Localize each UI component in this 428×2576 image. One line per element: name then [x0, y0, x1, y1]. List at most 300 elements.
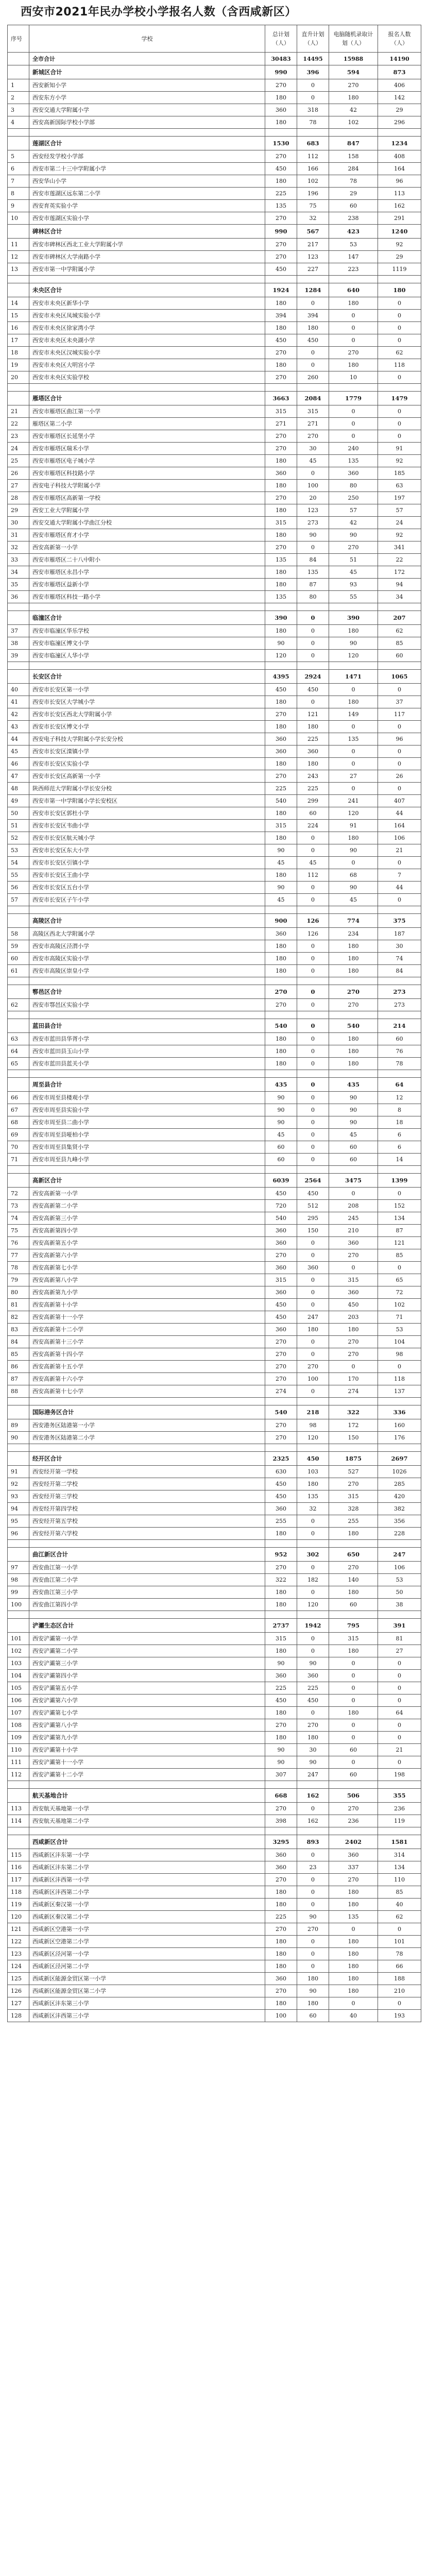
- cell-total-plan: 270: [265, 347, 297, 359]
- cell-lottery-plan: 322: [329, 1405, 378, 1419]
- cell-row-index: 42: [8, 708, 29, 721]
- cell-school-name: 西安高新第九小学: [29, 1286, 265, 1299]
- cell-school-name: 西安市长安区子午小学: [29, 894, 265, 906]
- cell-total-plan: [265, 1011, 297, 1019]
- cell-total-plan: 307: [265, 1769, 297, 1781]
- cell-school-name: [29, 906, 265, 914]
- cell-row-index: [8, 137, 29, 150]
- cell-total-plan: 180: [265, 1899, 297, 1911]
- cell-school-name: 西安市长安区郭杜小学: [29, 807, 265, 820]
- cell-row-index: 124: [8, 1960, 29, 1973]
- cell-row-index: 54: [8, 857, 29, 869]
- cell-row-index: 14: [8, 297, 29, 310]
- cell-row-index: 123: [8, 1948, 29, 1960]
- cell-row-index: [8, 129, 29, 137]
- cell-school-name: 西安市周至县九峰小学: [29, 1154, 265, 1166]
- cell-lottery-plan: 0: [329, 430, 378, 443]
- cell-applicants: 0: [378, 1694, 421, 1707]
- cell-applicants: 113: [378, 188, 421, 200]
- cell-row-index: 91: [8, 1466, 29, 1478]
- table-row: [8, 359, 421, 371]
- cell-row-index: 64: [8, 1045, 29, 1058]
- cell-lottery-plan: 270: [329, 999, 378, 1011]
- cell-applicants: 85: [378, 1886, 421, 1899]
- cell-school-name: 西咸新区秦汉第一小学: [29, 1899, 265, 1911]
- cell-total-plan: 90: [265, 1744, 297, 1756]
- cell-school-name: 西安曲江第二小学: [29, 1574, 265, 1586]
- cell-direct-plan: 14495: [297, 53, 329, 65]
- cell-direct-plan: 0: [297, 1045, 329, 1058]
- cell-direct-plan: 0: [297, 92, 329, 104]
- table-row: [8, 1719, 421, 1732]
- table-row: [8, 1936, 421, 1948]
- table-row: [8, 1756, 421, 1769]
- cell-applicants: 407: [378, 795, 421, 807]
- cell-row-index: 15: [8, 310, 29, 322]
- cell-lottery-plan: 0: [329, 745, 378, 758]
- cell-row-index: 3: [8, 104, 29, 116]
- cell-row-index: [8, 1789, 29, 1803]
- cell-school-name: 全市合计: [29, 53, 265, 65]
- cell-school-name: 西安高新第十二小学: [29, 1324, 265, 1336]
- table-row: [8, 820, 421, 832]
- cell-row-index: 39: [8, 650, 29, 662]
- cell-total-plan: 225: [265, 1682, 297, 1694]
- table-row: [8, 504, 421, 517]
- cell-direct-plan: 1284: [297, 283, 329, 297]
- cell-total-plan: 360: [265, 1237, 297, 1249]
- cell-applicants: 21: [378, 1744, 421, 1756]
- cell-applicants: [378, 977, 421, 985]
- cell-total-plan: 90: [265, 1657, 297, 1670]
- table-row: [8, 1058, 421, 1070]
- cell-applicants: 1240: [378, 225, 421, 239]
- table-row: [8, 1694, 421, 1707]
- cell-school-name: 曲江新区合计: [29, 1548, 265, 1562]
- cell-direct-plan: 60: [297, 807, 329, 820]
- table-row: [8, 1092, 421, 1104]
- cell-direct-plan: 273: [297, 517, 329, 529]
- cell-direct-plan: 270: [297, 430, 329, 443]
- table-row: [8, 480, 421, 492]
- cell-school-name: 西安市未央区大明宫小学: [29, 359, 265, 371]
- table-row: [8, 1104, 421, 1116]
- cell-lottery-plan: 337: [329, 1861, 378, 1874]
- cell-school-name: 未央区合计: [29, 283, 265, 297]
- district-total-row: [8, 1019, 421, 1033]
- cell-applicants: 62: [378, 625, 421, 637]
- cell-total-plan: 315: [265, 517, 297, 529]
- cell-school-name: 西安市碑林区西北工业大学附属小学: [29, 239, 265, 251]
- cell-row-index: 22: [8, 418, 29, 430]
- cell-applicants: 291: [378, 212, 421, 225]
- table-row: [8, 758, 421, 770]
- cell-lottery-plan: [329, 1611, 378, 1619]
- cell-row-index: 70: [8, 1141, 29, 1154]
- cell-applicants: 873: [378, 65, 421, 79]
- table-row: [8, 844, 421, 857]
- cell-row-index: 58: [8, 928, 29, 940]
- cell-total-plan: 270: [265, 212, 297, 225]
- spacer-row: [8, 603, 421, 611]
- table-row: [8, 104, 421, 116]
- cell-lottery-plan: [329, 1781, 378, 1789]
- table-row: [8, 1528, 421, 1540]
- cell-school-name: 新城区合计: [29, 65, 265, 79]
- table-row: [8, 999, 421, 1011]
- cell-row-index: 82: [8, 1311, 29, 1324]
- cell-direct-plan: 0: [297, 650, 329, 662]
- cell-total-plan: 435: [265, 1078, 297, 1092]
- table-row: [8, 1960, 421, 1973]
- cell-school-name: [29, 1827, 265, 1835]
- cell-school-name: 西安市未央区实验学校: [29, 371, 265, 384]
- cell-school-name: 西安浐灞第十二小学: [29, 1769, 265, 1781]
- cell-lottery-plan: [329, 977, 378, 985]
- cell-row-index: 100: [8, 1599, 29, 1611]
- cell-row-index: 8: [8, 188, 29, 200]
- cell-total-plan: [265, 1827, 297, 1835]
- cell-lottery-plan: 180: [329, 1899, 378, 1911]
- cell-direct-plan: 318: [297, 104, 329, 116]
- cell-lottery-plan: 270: [329, 1348, 378, 1361]
- cell-school-name: 西安市长安区引镇小学: [29, 857, 265, 869]
- table-row: [8, 1803, 421, 1815]
- table-row: [8, 591, 421, 603]
- cell-school-name: 西安港务区陆港第一小学: [29, 1419, 265, 1432]
- table-row: [8, 953, 421, 965]
- cell-direct-plan: 180: [297, 758, 329, 770]
- cell-school-name: 西安市周至县二曲小学: [29, 1116, 265, 1129]
- cell-applicants: 71: [378, 1311, 421, 1324]
- cell-lottery-plan: 315: [329, 1490, 378, 1503]
- table-row: [8, 1154, 421, 1166]
- table-row: [8, 1200, 421, 1212]
- cell-direct-plan: 182: [297, 1574, 329, 1586]
- cell-lottery-plan: 90: [329, 529, 378, 541]
- cell-row-index: 40: [8, 684, 29, 696]
- cell-row-index: 17: [8, 334, 29, 347]
- table-row: [8, 1336, 421, 1348]
- cell-lottery-plan: [329, 384, 378, 392]
- cell-direct-plan: [297, 1781, 329, 1789]
- cell-row-index: 79: [8, 1274, 29, 1286]
- cell-direct-plan: 100: [297, 1373, 329, 1385]
- cell-row-index: 65: [8, 1058, 29, 1070]
- cell-school-name: 西安市蓝田县玉山小学: [29, 1045, 265, 1058]
- cell-lottery-plan: 0: [329, 1670, 378, 1682]
- cell-total-plan: 360: [265, 928, 297, 940]
- cell-total-plan: [265, 1540, 297, 1548]
- cell-school-name: 西安市高陵区崇皇小学: [29, 965, 265, 977]
- cell-total-plan: [265, 1611, 297, 1619]
- cell-direct-plan: 1942: [297, 1619, 329, 1633]
- cell-applicants: 1581: [378, 1835, 421, 1849]
- cell-lottery-plan: 45: [329, 894, 378, 906]
- cell-school-name: 西安新知小学: [29, 79, 265, 92]
- cell-applicants: 185: [378, 467, 421, 480]
- cell-row-index: 7: [8, 175, 29, 188]
- column-header-index: 序号: [8, 25, 29, 53]
- cell-lottery-plan: 102: [329, 116, 378, 129]
- cell-lottery-plan: 180: [329, 1960, 378, 1973]
- cell-school-name: 西安市临潼区人华小学: [29, 650, 265, 662]
- cell-applicants: 296: [378, 116, 421, 129]
- district-total-row: [8, 1078, 421, 1092]
- cell-lottery-plan: 0: [329, 322, 378, 334]
- cell-direct-plan: 180: [297, 1973, 329, 1985]
- cell-lottery-plan: 640: [329, 283, 378, 297]
- cell-school-name: 西安市雁塔区二十八中附小: [29, 554, 265, 566]
- cell-direct-plan: 180: [297, 322, 329, 334]
- cell-lottery-plan: 180: [329, 1586, 378, 1599]
- cell-row-index: [8, 1540, 29, 1548]
- cell-school-name: 西安曲江第三小学: [29, 1586, 265, 1599]
- cell-lottery-plan: 0: [329, 1188, 378, 1200]
- cell-school-name: 西咸新区空港第一小学: [29, 1923, 265, 1936]
- cell-school-name: 长安区合计: [29, 670, 265, 684]
- cell-applicants: 118: [378, 359, 421, 371]
- cell-row-index: 95: [8, 1515, 29, 1528]
- cell-school-name: 西咸新区合计: [29, 1835, 265, 1849]
- cell-direct-plan: [297, 1827, 329, 1835]
- cell-row-index: [8, 906, 29, 914]
- cell-lottery-plan: 42: [329, 517, 378, 529]
- cell-total-plan: 180: [265, 1599, 297, 1611]
- cell-row-index: 97: [8, 1562, 29, 1574]
- cell-applicants: 142: [378, 92, 421, 104]
- cell-row-index: 83: [8, 1324, 29, 1336]
- cell-total-plan: 394: [265, 310, 297, 322]
- cell-row-index: 114: [8, 1815, 29, 1827]
- cell-total-plan: 180: [265, 1528, 297, 1540]
- cell-total-plan: 360: [265, 1861, 297, 1874]
- cell-row-index: 86: [8, 1361, 29, 1373]
- cell-lottery-plan: 140: [329, 1574, 378, 1586]
- cell-direct-plan: 0: [297, 832, 329, 844]
- cell-total-plan: 270: [265, 1562, 297, 1574]
- table-row: [8, 1348, 421, 1361]
- cell-school-name: 西安浐灞第七小学: [29, 1707, 265, 1719]
- cell-lottery-plan: 0: [329, 1756, 378, 1769]
- cell-applicants: 14190: [378, 53, 421, 65]
- cell-direct-plan: 0: [297, 1141, 329, 1154]
- cell-direct-plan: 100: [297, 480, 329, 492]
- cell-total-plan: 315: [265, 820, 297, 832]
- cell-school-name: 陕西师范大学附属小学长安分校: [29, 783, 265, 795]
- cell-direct-plan: 102: [297, 175, 329, 188]
- cell-school-name: 西安航天基地第一小学: [29, 1803, 265, 1815]
- cell-school-name: 西安高新第八小学: [29, 1274, 265, 1286]
- cell-school-name: 西安市长安区东大小学: [29, 844, 265, 857]
- cell-total-plan: 360: [265, 1286, 297, 1299]
- cell-lottery-plan: 208: [329, 1200, 378, 1212]
- spacer-row: [8, 662, 421, 670]
- cell-applicants: 106: [378, 1562, 421, 1574]
- cell-direct-plan: 450: [297, 1694, 329, 1707]
- cell-direct-plan: [297, 1070, 329, 1078]
- table-row: [8, 1911, 421, 1923]
- cell-lottery-plan: 170: [329, 1373, 378, 1385]
- cell-school-name: 西安经开第二学校: [29, 1478, 265, 1490]
- cell-school-name: 西安市雁塔区瑞禾小学: [29, 443, 265, 455]
- cell-applicants: 355: [378, 1789, 421, 1803]
- cell-school-name: 西安经开第三学校: [29, 1490, 265, 1503]
- cell-total-plan: 270: [265, 1719, 297, 1732]
- cell-total-plan: 315: [265, 1274, 297, 1286]
- cell-applicants: [378, 276, 421, 283]
- cell-applicants: [378, 384, 421, 392]
- table-row: [8, 832, 421, 844]
- cell-total-plan: 360: [265, 1503, 297, 1515]
- cell-total-plan: 274: [265, 1385, 297, 1398]
- cell-school-name: 西安市周至县楼观小学: [29, 1092, 265, 1104]
- cell-lottery-plan: 51: [329, 554, 378, 566]
- cell-row-index: [8, 1835, 29, 1849]
- cell-total-plan: 315: [265, 405, 297, 418]
- cell-applicants: 40: [378, 1899, 421, 1911]
- cell-direct-plan: 224: [297, 820, 329, 832]
- cell-total-plan: 1530: [265, 137, 297, 150]
- cell-lottery-plan: 45: [329, 1129, 378, 1141]
- table-row: [8, 1670, 421, 1682]
- cell-applicants: 314: [378, 1849, 421, 1861]
- cell-direct-plan: 2924: [297, 670, 329, 684]
- table-row: [8, 200, 421, 212]
- cell-lottery-plan: 360: [329, 1237, 378, 1249]
- cell-lottery-plan: 180: [329, 696, 378, 708]
- cell-row-index: [8, 1166, 29, 1174]
- cell-lottery-plan: 540: [329, 1019, 378, 1033]
- cell-applicants: 92: [378, 455, 421, 467]
- cell-school-name: [29, 1011, 265, 1019]
- cell-direct-plan: 0: [297, 1586, 329, 1599]
- cell-row-index: 12: [8, 251, 29, 263]
- cell-row-index: 29: [8, 504, 29, 517]
- cell-school-name: 西咸新区沣西第一小学: [29, 1874, 265, 1886]
- cell-applicants: 44: [378, 807, 421, 820]
- cell-total-plan: 450: [265, 1311, 297, 1324]
- column-header-direct-plan: 直升计划（人）: [297, 25, 329, 53]
- cell-row-index: 6: [8, 163, 29, 175]
- cell-direct-plan: 271: [297, 418, 329, 430]
- cell-school-name: 西安市临潼区华乐学校: [29, 625, 265, 637]
- cell-direct-plan: 0: [297, 297, 329, 310]
- cell-lottery-plan: 435: [329, 1078, 378, 1092]
- district-total-row: [8, 1548, 421, 1562]
- cell-lottery-plan: 0: [329, 1262, 378, 1274]
- cell-direct-plan: 0: [297, 541, 329, 554]
- cell-row-index: [8, 611, 29, 625]
- cell-school-name: 西安东方小学: [29, 92, 265, 104]
- table-row: [8, 79, 421, 92]
- cell-row-index: 13: [8, 263, 29, 276]
- cell-direct-plan: 120: [297, 1432, 329, 1444]
- cell-direct-plan: 0: [297, 1849, 329, 1861]
- cell-applicants: 134: [378, 1212, 421, 1225]
- table-row: [8, 310, 421, 322]
- cell-total-plan: 540: [265, 1212, 297, 1225]
- cell-applicants: 0: [378, 1188, 421, 1200]
- cell-school-name: 西安高新第十五小学: [29, 1361, 265, 1373]
- cell-direct-plan: 78: [297, 116, 329, 129]
- cell-direct-plan: 0: [297, 79, 329, 92]
- cell-total-plan: 180: [265, 1886, 297, 1899]
- cell-total-plan: 180: [265, 696, 297, 708]
- cell-applicants: 0: [378, 371, 421, 384]
- cell-direct-plan: 0: [297, 1936, 329, 1948]
- cell-lottery-plan: 80: [329, 480, 378, 492]
- cell-applicants: 375: [378, 914, 421, 928]
- cell-applicants: [378, 1398, 421, 1405]
- cell-total-plan: 225: [265, 1911, 297, 1923]
- cell-lottery-plan: 315: [329, 1274, 378, 1286]
- cell-row-index: 102: [8, 1645, 29, 1657]
- cell-row-index: 30: [8, 517, 29, 529]
- table-row: [8, 1997, 421, 2010]
- cell-school-name: 西安市雁塔区育才小学: [29, 529, 265, 541]
- cell-row-index: 61: [8, 965, 29, 977]
- cell-direct-plan: 0: [297, 1286, 329, 1299]
- table-row: [8, 334, 421, 347]
- cell-row-index: 57: [8, 894, 29, 906]
- cell-row-index: [8, 662, 29, 670]
- district-total-row: [8, 392, 421, 405]
- cell-row-index: [8, 977, 29, 985]
- cell-total-plan: 90: [265, 1756, 297, 1769]
- cell-applicants: 134: [378, 1861, 421, 1874]
- cell-total-plan: 1924: [265, 283, 297, 297]
- cell-applicants: 0: [378, 745, 421, 758]
- cell-row-index: 46: [8, 758, 29, 770]
- cell-school-name: 高陵区合计: [29, 914, 265, 928]
- cell-total-plan: 398: [265, 1815, 297, 1827]
- cell-total-plan: 90: [265, 1092, 297, 1104]
- cell-direct-plan: 302: [297, 1548, 329, 1562]
- cell-direct-plan: 196: [297, 188, 329, 200]
- cell-row-index: 28: [8, 492, 29, 504]
- cell-lottery-plan: 147: [329, 251, 378, 263]
- cell-lottery-plan: 93: [329, 579, 378, 591]
- column-header-total-plan: 总计划（人）: [265, 25, 297, 53]
- cell-applicants: 0: [378, 1732, 421, 1744]
- cell-direct-plan: 225: [297, 733, 329, 745]
- table-row: [8, 1116, 421, 1129]
- cell-applicants: 198: [378, 1769, 421, 1781]
- table-row: [8, 1769, 421, 1781]
- cell-applicants: 62: [378, 1911, 421, 1923]
- cell-direct-plan: 166: [297, 163, 329, 175]
- cell-total-plan: 30483: [265, 53, 297, 65]
- cell-school-name: 高新区合计: [29, 1174, 265, 1188]
- cell-total-plan: 450: [265, 163, 297, 175]
- cell-row-index: 47: [8, 770, 29, 783]
- cell-school-name: 西安高新第六小学: [29, 1249, 265, 1262]
- spacer-row: [8, 1011, 421, 1019]
- cell-applicants: 102: [378, 1299, 421, 1311]
- table-row: [8, 1141, 421, 1154]
- cell-row-index: 76: [8, 1237, 29, 1249]
- cell-row-index: 56: [8, 882, 29, 894]
- cell-row-index: 77: [8, 1249, 29, 1262]
- cell-lottery-plan: 0: [329, 758, 378, 770]
- cell-applicants: [378, 1444, 421, 1452]
- cell-direct-plan: 90: [297, 1756, 329, 1769]
- table-row: [8, 1985, 421, 1997]
- cell-total-plan: [265, 603, 297, 611]
- cell-row-index: 110: [8, 1744, 29, 1756]
- cell-total-plan: 270: [265, 1373, 297, 1385]
